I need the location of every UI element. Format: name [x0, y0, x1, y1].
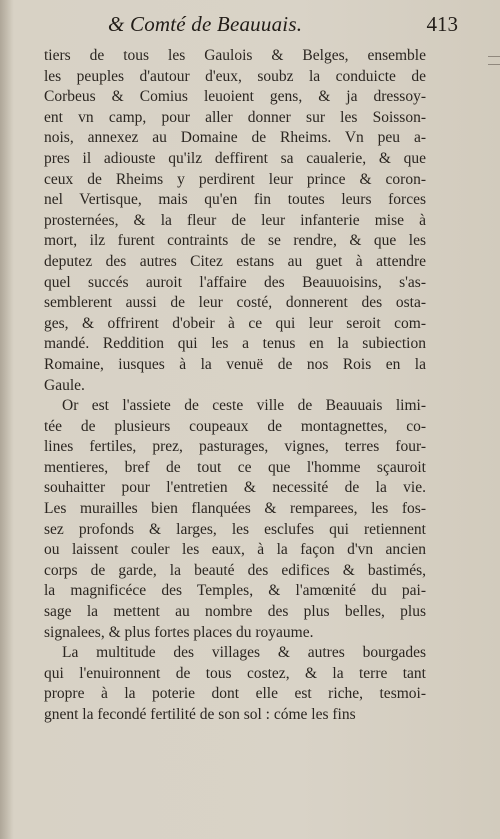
text-line: nel Vertisque, mais qu'en fin toutes leurs forces [44, 191, 426, 209]
text-line: prosternées, & la fleur de leur infanterie mise à [44, 211, 426, 229]
text-line: ou laissent couler les eaux, à la façon d'vn ancien [44, 541, 426, 559]
text-line: corps de garde, la beauté des edifices & bastimés, [44, 561, 426, 579]
text-line: Les murailles bien flanquées & remparees, les fos- [44, 500, 426, 518]
text-line: mort, ilz furent contraints de se rendre, & que les [44, 232, 426, 250]
paragraph [44, 396, 426, 643]
text-line: qui l'enuironnent de tous costez, & la terre tant [44, 664, 426, 682]
text-line: La multitude des villages & autres bourgades [62, 644, 426, 662]
running-title: & Comté de Beauuais. [108, 12, 303, 36]
text-line: lines fertiles, prez, pasturages, vignes, terres four- [44, 438, 426, 456]
text-line: semblerent aussi de leur costé, donnerent des osta- [44, 294, 426, 312]
text-line: ceux de Rheims y perdirent leur prince & coron- [44, 170, 426, 188]
text-line: Corbeus & Comius leuoient gens, & ja dressoy- [44, 88, 426, 106]
text-line: Gaule. [44, 376, 85, 394]
text-line: Romaine, iusques à la venuë de nos Rois en la [44, 355, 426, 373]
paragraph [44, 46, 426, 396]
page-number: 413 [426, 12, 458, 36]
text-line: quel succés auroit l'affaire des Beauuoisins, s'as- [44, 273, 426, 291]
text-line: pres il adiouste qu'ilz deffirent sa caualerie, & que [44, 149, 426, 167]
text-line: mentieres, bref de tout ce que l'homme sçauroit [44, 458, 426, 476]
text-line: ent vn camp, pour aller donner sur les Soisson- [44, 108, 426, 126]
paragraph [44, 643, 426, 725]
text-line: souhaitter pour l'entretien & necessité de la vie. [44, 479, 426, 497]
text-line: deputez des autres Citez estans au guet à attendre [44, 252, 426, 270]
text-line: tée de plusieurs coupeaux de montagnettes, co- [44, 417, 426, 435]
text-line: sage la mettent au nombre des plus belles, plus [44, 603, 426, 621]
text-line: signalees, & plus fortes places du royaume. [44, 623, 314, 641]
text-line: propre à la poterie dont elle est riche, tesmoi- [44, 685, 426, 703]
text-line: mandé. Reddition qui les a tenus en la subiection [44, 335, 426, 353]
text-line: tiers de tous les Gaulois & Belges, ensemble [44, 47, 426, 64]
body-text [44, 46, 426, 726]
text-line: sez profonds & larges, les esclufes qui retiennent [44, 520, 426, 538]
text-line: gnent la fecondé fertilité de son sol : cóme les fins [44, 706, 356, 723]
text-line: ges, & offrirent d'obeir à ce qui leur seroit com- [44, 314, 426, 332]
text-line: les peuples d'autour d'eux, soubz la conduicte de [44, 67, 426, 85]
margin-mark [488, 56, 500, 65]
text-line: Or est l'assiete de ceste ville de Beauuais limi- [62, 397, 426, 415]
text-line: la magnificéce des Temples, & l'amœnité du pai- [44, 582, 426, 600]
page-header [108, 8, 488, 44]
text-line: nois, annexez au Domaine de Rheims. Vn peu a- [44, 129, 426, 147]
